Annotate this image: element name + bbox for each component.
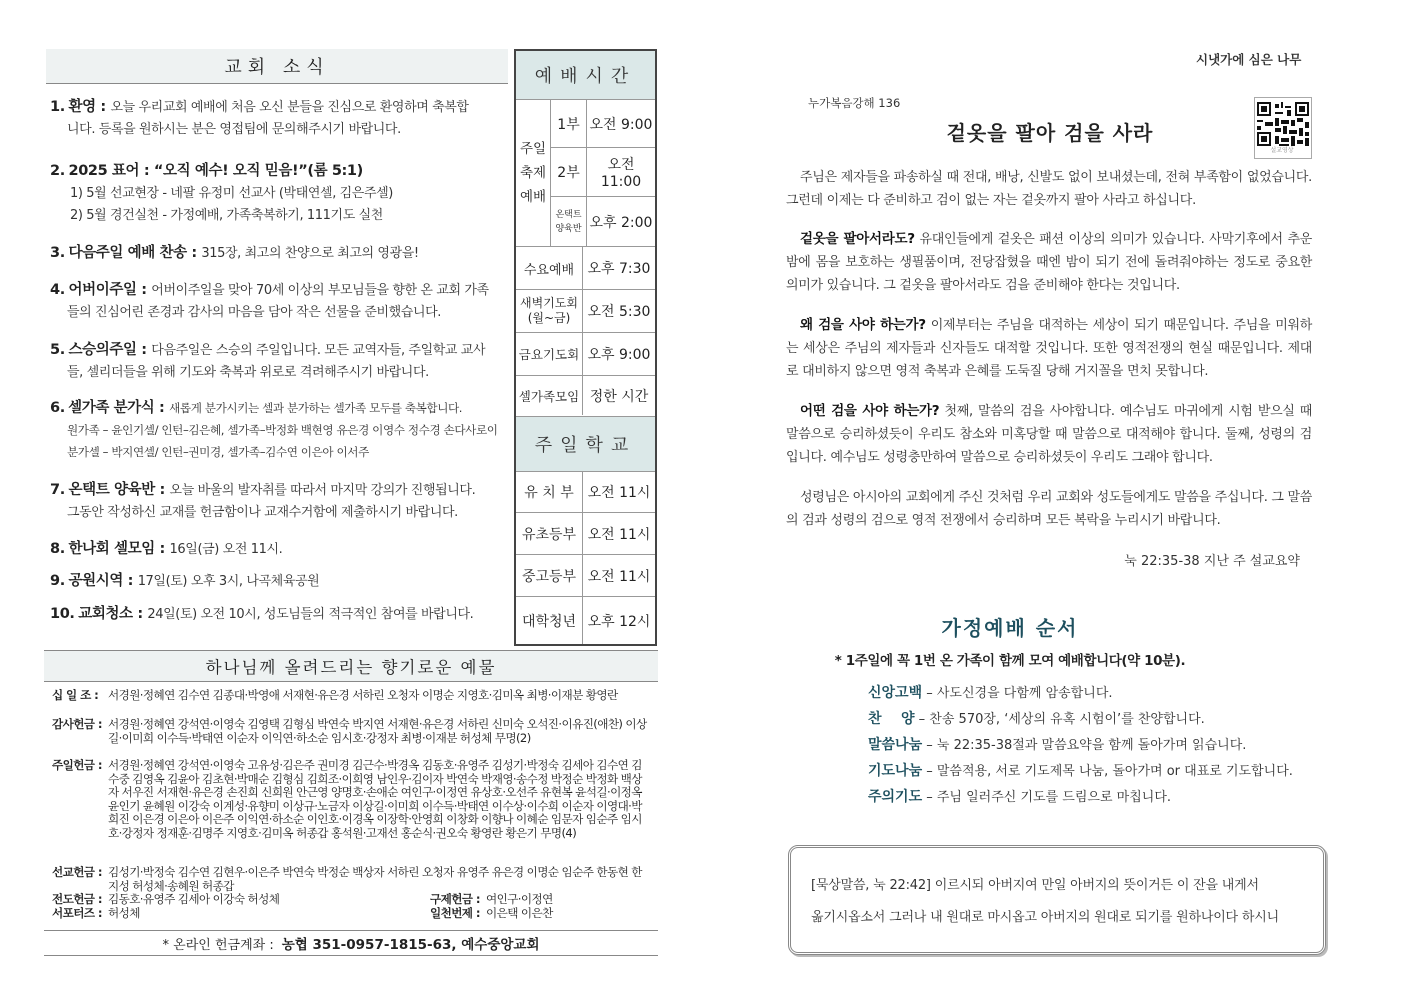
step-label: 신앙고백 [868,685,923,701]
home-step-prayer [868,762,1293,781]
school-row-time: 오전 11시 [587,568,651,585]
step-label: 찬 양 [868,711,915,727]
offering-label: 구제헌금 : [430,892,480,906]
worship-row-time: 오후 9:00 [587,347,651,363]
sermon-paragraph-1 [786,166,1312,212]
sunday-worship-group-label: 주일 축제 예배 [519,141,547,205]
news-item-sep: : [186,245,202,261]
offerings-title: 하나님께 올려드리는 향기로운 예물 [44,650,658,682]
worship-row-label: 새벽기도회 (월~금) [520,296,578,325]
news-item-parents-day [50,279,502,324]
sermon-text: 이제부터는 주님을 대적하는 세상이 되기 때문입니다. 주님을 미워하는 세상은 주님의 제자들과 신자들도 대적할 것입니다. 또한 영적전쟁의 현실 때문입니다. 제대로 대비하지 않으면 영적 축복과 은혜를 도둑질 당해 거지꼴을 면치 못합니다. [786,318,1312,379]
news-item-title: 환영 [68,99,96,115]
offering-names: 여인구·이정연 [486,892,553,906]
news-item-text: 24일(토) 오전 10시, 성도님들의 적극적인 참여를 바랍니다. [147,607,474,622]
news-item-title: 스승의주일 [68,342,137,358]
worship-row-time: 오후 2:00 [589,214,653,231]
news-item-text: 오늘 우리교회 예배에 처음 오신 분들을 진심으로 환영하며 축복합 [110,100,469,115]
news-item-title: 한나회 셀모임 [68,541,155,557]
sermon-subheading: 왜 검을 사야 하는가? [800,317,926,333]
home-step-word [868,736,1246,755]
offering-row-tithe [52,689,652,717]
news-item-sep: : [132,606,148,622]
news-item-text-cont: 들의 진심어린 존경과 감사의 마음을 담아 작은 선물을 준비했습니다. [67,305,442,320]
sermon-reference: 눅 22:35-38 지난 주 설교요약 [1124,554,1300,569]
news-item-text: 315장, 최고의 찬양으로 최고의 영광을! [201,246,419,261]
school-row-time: 오전 11시 [587,526,651,543]
worship-row-label: 금요기도회 [518,347,580,362]
school-row-time: 오후 12시 [587,613,651,630]
news-item-sep: : [136,342,152,358]
step-label: 기도나눔 [868,763,923,779]
sermon-paragraph-2 [786,228,1312,297]
news-item-number: 1. [50,99,65,115]
sermon-series: 누가복음강해 136 [808,96,901,110]
news-item-number: 5. [50,342,65,358]
news-item-text-cont: 들, 셀리더들을 위해 기도와 축복과 위로로 격려해주시기 바랍니다. [67,365,429,380]
school-row-time: 오전 11시 [587,485,651,501]
offering-names: 이은택 이은찬 [486,906,553,920]
school-row-label: 중고등부 [521,568,577,585]
worship-times-title: 예배시간 [516,51,655,99]
news-item-hymn [50,242,502,265]
news-item-number: 6. [50,400,65,416]
news-item-hannah-cell [50,538,502,561]
step-text: – 말씀적용, 서로 기도제목 나눔, 돌아가며 or 대표로 기도합니다. [922,764,1293,779]
worship-row-time: 정한 시간 [589,389,649,405]
worship-row-time: 오전 5:30 [587,304,651,320]
account-prefix: * 온라인 헌금계좌 : [162,937,274,953]
school-row-label: 유 치 부 [524,485,574,501]
sunday-school-title: 주일학교 [516,417,655,471]
home-worship-title: 가정예배 순서 [941,616,1079,640]
worship-row-time: 오전 9:00 [589,116,653,133]
news-item-title: 셀가족 분가식 [68,400,155,416]
sermon-subheading: 어떤 검을 사야 하는가? [800,403,940,419]
offering-label: 십 일 조 : [52,688,99,702]
home-step-lords-prayer [868,788,1171,807]
news-item-title: 어버이주일 [68,282,137,298]
sermon-paragraph-4 [786,400,1312,469]
news-item-text-cont: 니다. 등록을 원하시는 분은 영접팀에 문의해주시기 바랍니다. [67,122,401,137]
online-offering-account [44,930,658,956]
news-item-sep: : [154,482,170,498]
news-item-sep: : [154,400,170,416]
home-step-praise [868,710,1205,729]
sermon-text: 성령님은 아시아의 교회에게 주신 것처럼 우리 교회와 성도들에게도 말씀을 주십니다. 그 말씀의 검과 성령의 검으로 영적 전쟁에서 승리하며 모든 복락을 누리시기 바랍니다. [786,490,1312,528]
sermon-paragraph-3 [786,314,1312,383]
offering-names: 허성체 [108,906,140,920]
news-item-number: 10. [50,606,75,622]
news-item-title: 다음주일 예배 찬송 [68,245,187,261]
news-item-title: 온택트 양육반 [68,482,155,498]
news-item-title: 공원시역 [68,573,123,589]
sermon-title: 겉옷을 팔아 검을 사라 [946,121,1154,145]
offering-label: 주일헌금 : [52,758,102,772]
news-item-sub: 2) 5월 경건실천 - 가정예배, 가족축복하기, 111기도 실천 [70,208,383,223]
news-item-number: 9. [50,573,65,589]
offering-row-mission [52,866,652,894]
worship-row-label: 2부 [557,165,580,181]
offering-row-sunday [52,759,652,865]
meditation-line-1: [묵상말씀, 눅 22:42] 이르시되 아버지여 만일 아버지의 뜻이거든 이 잔을 내게서 [811,878,1259,893]
step-text: – 주님 일러주신 기도를 드림으로 마칩니다. [922,790,1172,805]
sermon-subheading: 겉옷을 팔아서라도? [800,231,915,247]
worship-row-label: 셀가족모임 [518,389,580,404]
news-item-text-cont: 분가셀 – 박지연셀/ 인턴–권미경, 셀가족–김수연 이은아 이서주 [67,445,369,459]
home-step-confession [868,684,1113,703]
qr-caption: 설교영상 [1270,147,1294,154]
worship-times-table [514,49,657,646]
offering-row-thanks [52,718,652,758]
news-item-text: 어버이주일을 맞아 70세 이상의 부모님들을 향한 온 교회 가족 [151,283,489,298]
news-item-text: 16일(금) 오전 11시. [169,542,283,557]
news-item-sep: : [95,99,111,115]
news-item-ontact-class [50,479,502,524]
news-item-title: 2025 표어 : “오직 예수! 오직 믿음!”(롬 5:1) [68,163,363,179]
brand-label: 시냇가에 심은 나무 [1196,52,1302,67]
offering-label: 일천번제 : [430,906,480,920]
sermon-text: 유대인들에게 겉옷은 패션 이상의 의미가 있습니다. 사막기후에서 추운 밤에 몸을 보호하는 생필품이며, 전당잡혔을 때엔 밤이 되기 전에 돌려줘야하는 정도로 중요한 의미가 있습니다. 그 겉옷을 팔아서라도 검을 준비해야 한다는 것입니다. [786,232,1312,293]
news-item-text-cont: 그동안 작성하신 교재를 헌금함이나 교재수거함에 제출하시기 바랍니다. [67,505,458,520]
step-label: 말씀나눔 [868,737,923,753]
step-label: 주의기도 [868,789,923,805]
news-item-motto [50,160,502,227]
news-item-text: 새롭게 분가시키는 셀과 분가하는 셀가족 모두를 축복합니다. [169,401,463,415]
news-item-cleaning [50,603,502,626]
offering-label: 서포터즈 : [52,906,102,920]
news-item-park-ministry [50,570,502,593]
news-item-teachers-day [50,339,502,384]
news-item-number: 4. [50,282,65,298]
news-item-sep: : [122,573,138,589]
sermon-text: 첫째, 말씀의 검을 사야합니다. 예수님도 마귀에게 시험 받으실 때 말씀으로 승리하셨듯이 우리도 참소와 미혹당할 때 말씀으로 대적해야 합니다. 둘째, 성령의 검입니다. 예수님도 성령충만하여 말씀으로 승리하셨듯이 우리도 그래야 합니다. [786,404,1312,465]
step-text: – 눅 22:35-38절과 말씀요약을 함께 돌아가며 읽습니다. [922,738,1247,753]
news-item-text: 17일(토) 오후 3시, 나곡체육공원 [137,574,320,589]
worship-row-label: 온택트 양육반 [555,209,582,234]
home-worship-note: * 1주일에 꼭 1번 온 가족이 함께 모여 예배합니다(약 10분). [834,653,1186,669]
news-item-text: 다음주일은 스승의 주일입니다. 모든 교역자들, 주일학교 교사 [151,343,486,358]
sermon-paragraph-5 [786,486,1312,532]
offering-names: 서경원·정혜연 강석연·이영숙 고유성·김은주 권미경 김근수·박경옥 김동호·유영주 김성기·박정숙 김세아 김수연 김수중 김영옥 김윤아 김초현·박매순 김형심 김희조·이희영 남인우·김이자 박연숙 박재영·송수정 박정순 박정화 백상자 서우진 서재현·유은경 손진희 신희원 안근영 양명호·손애순 여인구·이정연 유상호·오선주 유현복 윤석길·이정옥 윤인기 윤혜원 이강숙 이계성·유향미 이상규·노금자 이상길·이미희 이수득·박태연 이수상·이수희 이순자 이영대·박희진 이은경 이은아 이은주 이익연·하소순 이인호·이경옥 이장학·안영희 이창화 이향나 이혜순 임문자 임순주 임시호·강정자 정재훈·김명주 지영호·김미옥 허종갑 홍석원·고재선 홍순식·권오숙 황영란 황은기 무명(4) [108,758,642,840]
news-section-title: 교회 소식 [46,49,508,84]
news-item-sub: 1) 5월 선교현장 - 네팔 유정미 선교사 (박태연셀, 김은주셀) [70,186,393,201]
worship-row-label: 1부 [557,116,580,133]
news-item-number: 2. [50,163,65,179]
worship-row-time: 오후 7:30 [587,261,651,277]
offering-names: 서경원·정혜연 김수연 김종대·박영애 서재현·유은경 서하린 오청자 이명순 지영호·김미옥 최병·이재분 황영란 [108,688,618,702]
account-number: 농협 351-0957-1815-63, 예수중앙교회 [281,937,540,953]
news-item-welcome [50,96,502,141]
school-row-label: 대학청년 [521,613,577,630]
news-item-text: 오늘 바울의 발자취를 따라서 마지막 강의가 진행됩니다. [169,483,476,498]
news-item-sep: : [154,541,170,557]
sermon-text: 주님은 제자들을 파송하실 때 전대, 배낭, 신발도 없이 보내셨는데, 전혀 부족함이 없었습니다. 그런데 이제는 다 준비하고 검이 없는 자는 겉옷까지 팔아 사라고 하십니다. [786,170,1312,208]
news-item-number: 7. [50,482,65,498]
news-item-title: 교회청소 [78,606,133,622]
worship-row-label: 수요예배 [523,262,575,278]
school-row-label: 유초등부 [521,526,577,543]
meditation-verse-box [788,845,1326,955]
news-item-number: 8. [50,541,65,557]
offering-names: 김동호·유영주 김세아 이강숙 허성체 [108,892,280,906]
news-item-number: 3. [50,245,65,261]
news-item-sep: : [136,282,152,298]
offering-label: 감사헌금 : [52,717,102,731]
offering-names: 서경원·정혜연 강석연·이영숙 김영택 김형심 박연숙 박지연 서재현·유은경 서하린 신미숙 오석진·이유진(애찬) 이상길·이미희 이수득·박태연 이순자 이익연·하소순 임시호·강정자 최병·이재분 허성체 무명(2) [108,717,647,745]
news-item-text-cont: 원가족 – 윤인기셀/ 인턴–김은혜, 셀가족–박정화 백현영 유은경 이영수 정수경 손다사로이 [67,423,498,437]
offering-label: 선교헌금 : [52,865,102,879]
step-text: – 사도신경을 다함께 암송합니다. [922,686,1113,701]
offering-names: 김성기·박정숙 김수연 김현우·이은주 박연숙 박정순 백상자 서하린 오청자 유영주 유은경 이명순 임순주 한동현 한지성 허성체·송혜원 허종갑 [108,865,642,893]
news-item-cell-split [50,397,502,463]
step-text: – 찬송 570장, ‘세상의 유혹 시험이’를 찬양합니다. [914,712,1205,727]
offering-label: 전도헌금 : [52,892,102,906]
worship-row-time: 오전 11:00 [600,157,642,190]
meditation-line-2: 옮기시옵소서 그러나 내 원대로 마시옵고 아버지의 원대로 되기를 원하나이다 하시니 [811,910,1279,925]
